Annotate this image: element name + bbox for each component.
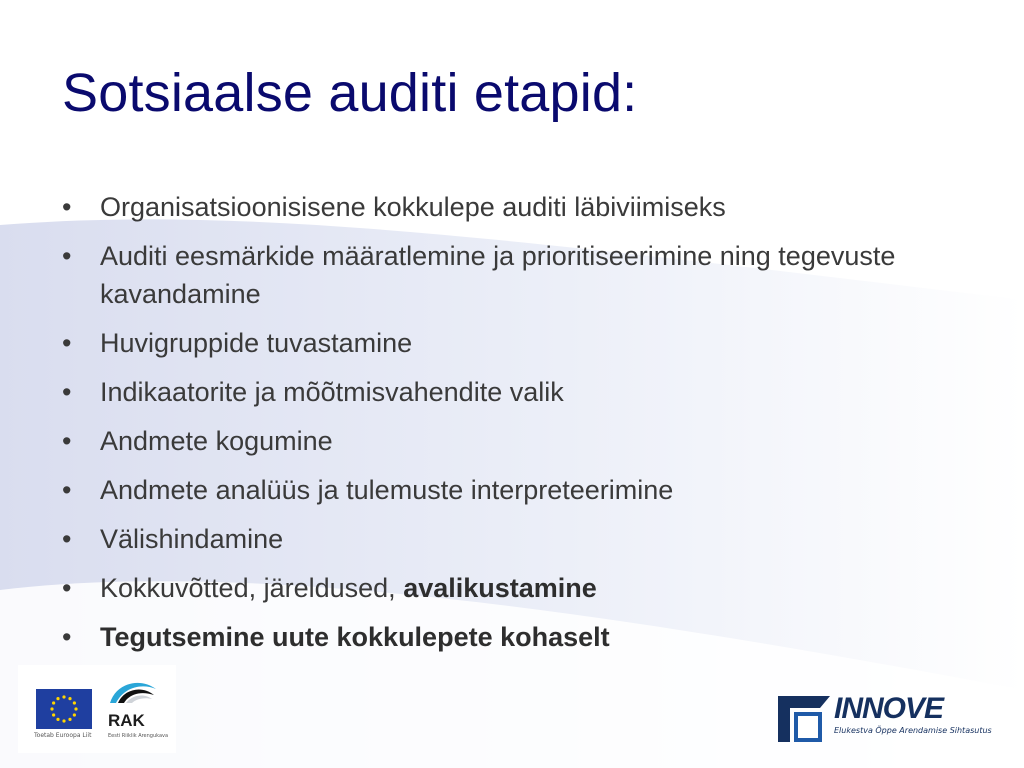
eu-star [56, 697, 59, 700]
bullet-text: Andmete analüüs ja tulemuste interpreteerimine [100, 475, 674, 505]
eu-star [56, 718, 59, 721]
eu-star [52, 701, 55, 704]
innove-logo-text: INNOVE [834, 692, 944, 725]
list-item [62, 188, 992, 226]
list-item [62, 422, 992, 460]
bullet-mark: • [62, 573, 72, 603]
eu-star [74, 707, 77, 710]
eu-star [73, 701, 76, 704]
bullet-mark: • [62, 328, 72, 358]
bullet-text: Huvigruppide tuvastamine [100, 328, 413, 358]
bullet-text: Andmete kogumine [100, 426, 333, 456]
bullet-mark: • [62, 622, 72, 652]
bullet-mark: • [62, 377, 72, 407]
innove-logo [776, 690, 996, 750]
bullet-bold-text: avalikustamine [403, 573, 597, 603]
bullet-mark: • [62, 524, 72, 554]
bullet-text: Organisatsioonisisene kokkulepe auditi läbiviimiseks [100, 192, 726, 222]
innove-mark-icon [776, 694, 832, 744]
list-item [62, 618, 992, 656]
bullet-list [62, 188, 992, 667]
eu-flag-icon [36, 689, 92, 729]
bullet-bold-text: Tegutsemine uute kokkulepete kohaselt [100, 622, 610, 652]
list-item [62, 471, 992, 509]
bullet-mark: • [62, 426, 72, 456]
bullet-text: Välishindamine [100, 524, 284, 554]
bullet-text: Indikaatorite ja mõõtmisvahendite valik [100, 377, 564, 407]
list-item [62, 520, 992, 558]
rak-caption: Eesti Riiklik Arengukava [108, 733, 169, 739]
bullet-mark: • [62, 192, 72, 222]
rak-logo-icon [106, 675, 158, 707]
bullet-mark: • [62, 475, 72, 505]
eu-caption: Toetab Euroopa Liit [34, 732, 92, 739]
eu-star [68, 718, 71, 721]
eu-star [68, 697, 71, 700]
list-item [62, 324, 992, 362]
eu-star [62, 695, 65, 698]
slide-title: Sotsiaalse auditi etapid: [62, 63, 638, 123]
list-item [62, 373, 992, 411]
eu-star [50, 707, 53, 710]
eu-star [73, 713, 76, 716]
bullet-text: Kokkuvõtted, järeldused, [100, 573, 404, 603]
partner-logos [18, 665, 176, 753]
bullet-mark: • [62, 241, 72, 271]
eu-star [62, 719, 65, 722]
list-item [62, 237, 992, 313]
bullet-text: Auditi eesmärkide määratlemine ja prioritiseerimine ning tegevuste kavandamine [100, 241, 896, 309]
list-item [62, 569, 992, 607]
eu-star [52, 713, 55, 716]
rak-logo-text: RAK [108, 711, 145, 730]
innove-subtitle: Elukestva Õppe Arendamise Sihtasutus [834, 726, 992, 735]
